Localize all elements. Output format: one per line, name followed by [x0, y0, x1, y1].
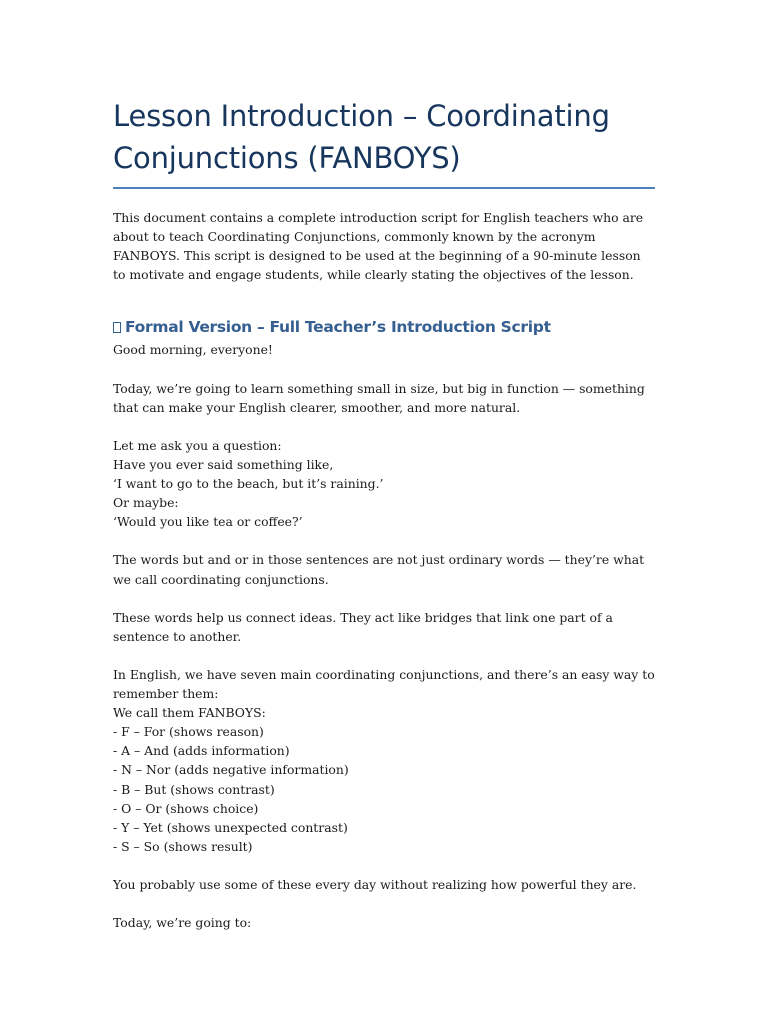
section-heading-text: Formal Version – Full Teacher’s Introduction Script	[125, 318, 551, 337]
greeting-line: Good morning, everyone!	[113, 342, 273, 358]
question-block	[113, 436, 655, 531]
fanboys-list-item: - Y – Yet (shows unexpected contrast)	[113, 819, 348, 835]
question-line: ‘Would you like tea or coffee?’	[113, 514, 303, 530]
question-line: Let me ask you a question:	[113, 437, 282, 453]
fanboys-list-item: - A – And (adds information)	[113, 743, 290, 759]
fanboys-label: We call them FANBOYS:	[113, 705, 266, 721]
seven-conjunctions-text: In English, we have seven main coordinating conjunctions, and there’s an easy way to remember them:	[113, 666, 655, 702]
fanboys-block	[113, 665, 655, 856]
fanboys-list-item: - S – So (shows result)	[113, 838, 253, 854]
section-heading	[113, 317, 655, 337]
document-title: Lesson Introduction – Coordinating Conjunctions (FANBOYS)	[113, 99, 610, 175]
question-line: ‘I want to go to the beach, but it’s raining.’	[113, 476, 384, 492]
question-line: Have you ever said something like,	[113, 456, 334, 472]
fanboys-list-item: - O – Or (shows choice)	[113, 800, 259, 816]
words-paragraph: The words but and or in those sentences are not just ordinary words — they’re what we call coordinating conjunctions.	[113, 552, 645, 587]
bridges-paragraph: These words help us connect ideas. They act like bridges that link one part of a sentence to another.	[113, 609, 613, 644]
intro-paragraph: This document contains a complete introduction script for English teachers who are about to teach Coordinating Conjunctions, commonly known by the acronym FANBOYS. This script is designed to be used at the beginning of a 90-minute lesson to motivate and engage students, while clearly stating the objectives of the lesson.	[113, 210, 644, 283]
today-paragraph: Today, we’re going to learn something small in size, but big in function — something that can make your English clearer, smoother, and more natural.	[113, 380, 645, 415]
fanboys-list-item: - B – But (shows contrast)	[113, 781, 275, 797]
probably-paragraph: You probably use some of these every day without realizing how powerful they are.	[113, 877, 637, 892]
going-to-line: Today, we’re going to:	[113, 915, 252, 931]
fanboys-list-item: - F – For (shows reason)	[113, 724, 264, 740]
missing-glyph-icon	[113, 322, 121, 333]
script-body	[113, 340, 655, 932]
question-line: Or maybe:	[113, 495, 179, 511]
fanboys-list-item: - N – Nor (adds negative information)	[113, 762, 349, 778]
title-underline-rule	[113, 187, 655, 189]
document-page	[113, 95, 655, 951]
